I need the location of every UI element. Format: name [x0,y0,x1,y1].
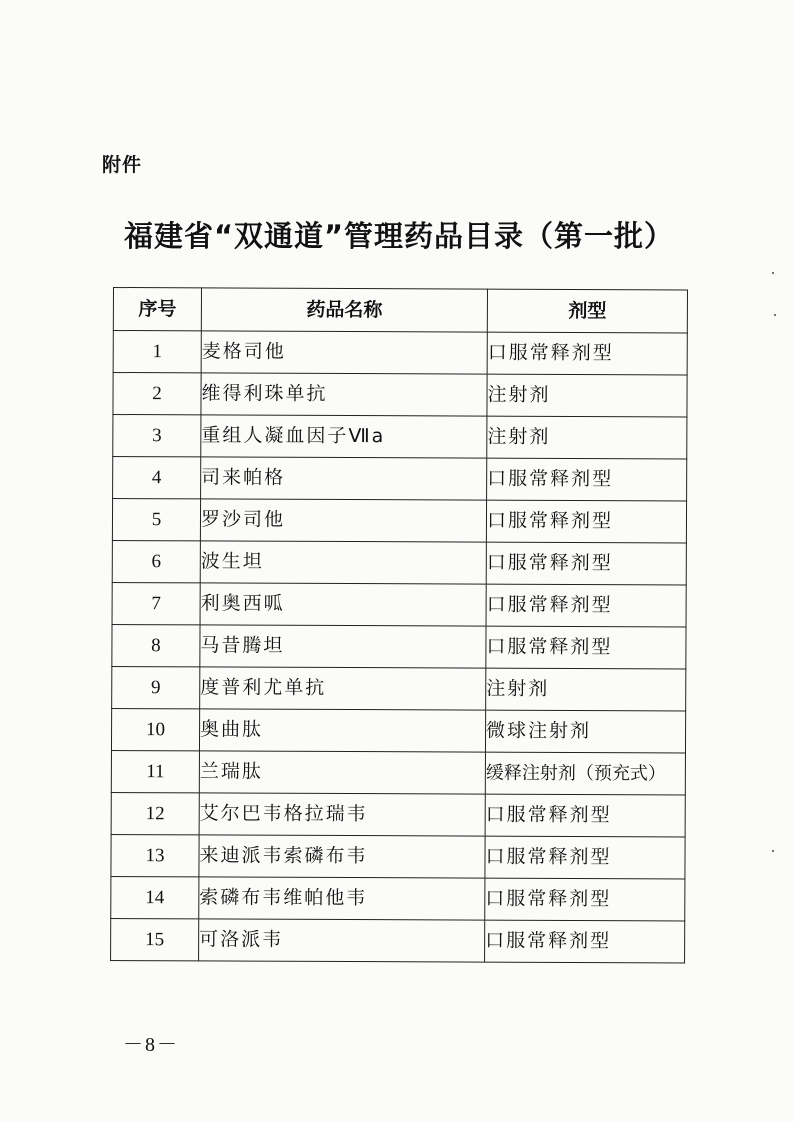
dosage-form: 口服常释剂型 [486,542,686,585]
drug-name: 索磷布韦维帕他韦 [199,877,485,920]
dosage-form: 口服常释剂型 [487,332,687,375]
row-number: 2 [113,373,201,415]
table-row [111,750,685,795]
table-row [111,834,685,879]
drug-name: 维得利珠单抗 [201,373,487,416]
dosage-form: 注射剂 [487,416,687,459]
dosage-form: 微球注射剂 [485,710,685,753]
drug-name: 马昔腾坦 [200,625,486,668]
drug-name: 司来帕格 [201,457,487,500]
row-number: 15 [111,918,199,960]
row-number: 7 [112,582,200,624]
row-number: 9 [112,666,200,708]
attachment-label: 附件 [102,154,143,176]
drug-name: 可洛派韦 [199,919,485,962]
scan-speck [772,272,774,274]
row-number: 12 [111,792,199,834]
table-row [111,876,685,921]
drug-name: 利奥西呱 [200,583,486,626]
dosage-form: 口服常释剂型 [486,500,686,543]
table-row [111,708,685,753]
row-number: 10 [111,708,199,750]
dosage-form: 口服常释剂型 [486,584,686,627]
scan-speck [774,314,776,316]
dosage-form: 口服常释剂型 [485,836,685,879]
dosage-form: 口服常释剂型 [486,626,686,669]
dosage-form: 口服常释剂型 [485,920,685,963]
drug-name: 兰瑞肽 [199,751,485,794]
row-number: 3 [113,415,201,457]
drug-name: 重组人凝血因子Ⅶa [201,415,487,458]
table-row [113,415,687,460]
table-row [112,582,686,627]
document-title: 福建省“双通道”管理药品目录（第一批） [123,219,675,253]
header-dosage-form: 剂型 [487,289,687,333]
header-serial-number: 序号 [113,288,201,331]
row-number: 11 [111,750,199,792]
drug-name: 度普利尤单抗 [200,667,486,710]
dosage-form: 注射剂 [486,668,686,711]
drug-name: 来迪派韦索磷布韦 [199,835,485,878]
drug-name: 波生坦 [200,541,486,584]
dosage-form: 注射剂 [487,374,687,417]
table-row [111,918,685,963]
row-number: 13 [111,834,199,876]
row-number: 14 [111,876,199,918]
row-number: 8 [112,624,200,666]
dosage-form: 口服常释剂型 [487,458,687,501]
drug-name: 艾尔巴韦格拉瑞韦 [199,793,485,836]
dosage-form: 缓释注射剂（预充式） [485,752,685,795]
drug-name: 奥曲肽 [199,709,485,752]
drug-name: 麦格司他 [201,331,487,374]
dosage-form: 口服常释剂型 [485,878,685,921]
table-row [112,666,686,711]
row-number: 6 [112,540,200,582]
table-row [113,331,687,376]
table-row [112,540,686,585]
table-row [111,792,685,837]
row-number: 5 [112,499,200,541]
dosage-form: 口服常释剂型 [485,794,685,837]
drug-list-table [110,287,688,964]
scan-speck [772,850,774,852]
table-header-row [113,288,687,334]
table-row [112,499,686,544]
header-drug-name: 药品名称 [201,288,487,332]
drug-name: 罗沙司他 [200,499,486,542]
row-number: 1 [113,331,201,373]
table-row [112,624,686,669]
page-number: －8－ [123,1034,179,1056]
table-row [113,373,687,418]
table-row [113,457,687,502]
row-number: 4 [113,457,201,499]
